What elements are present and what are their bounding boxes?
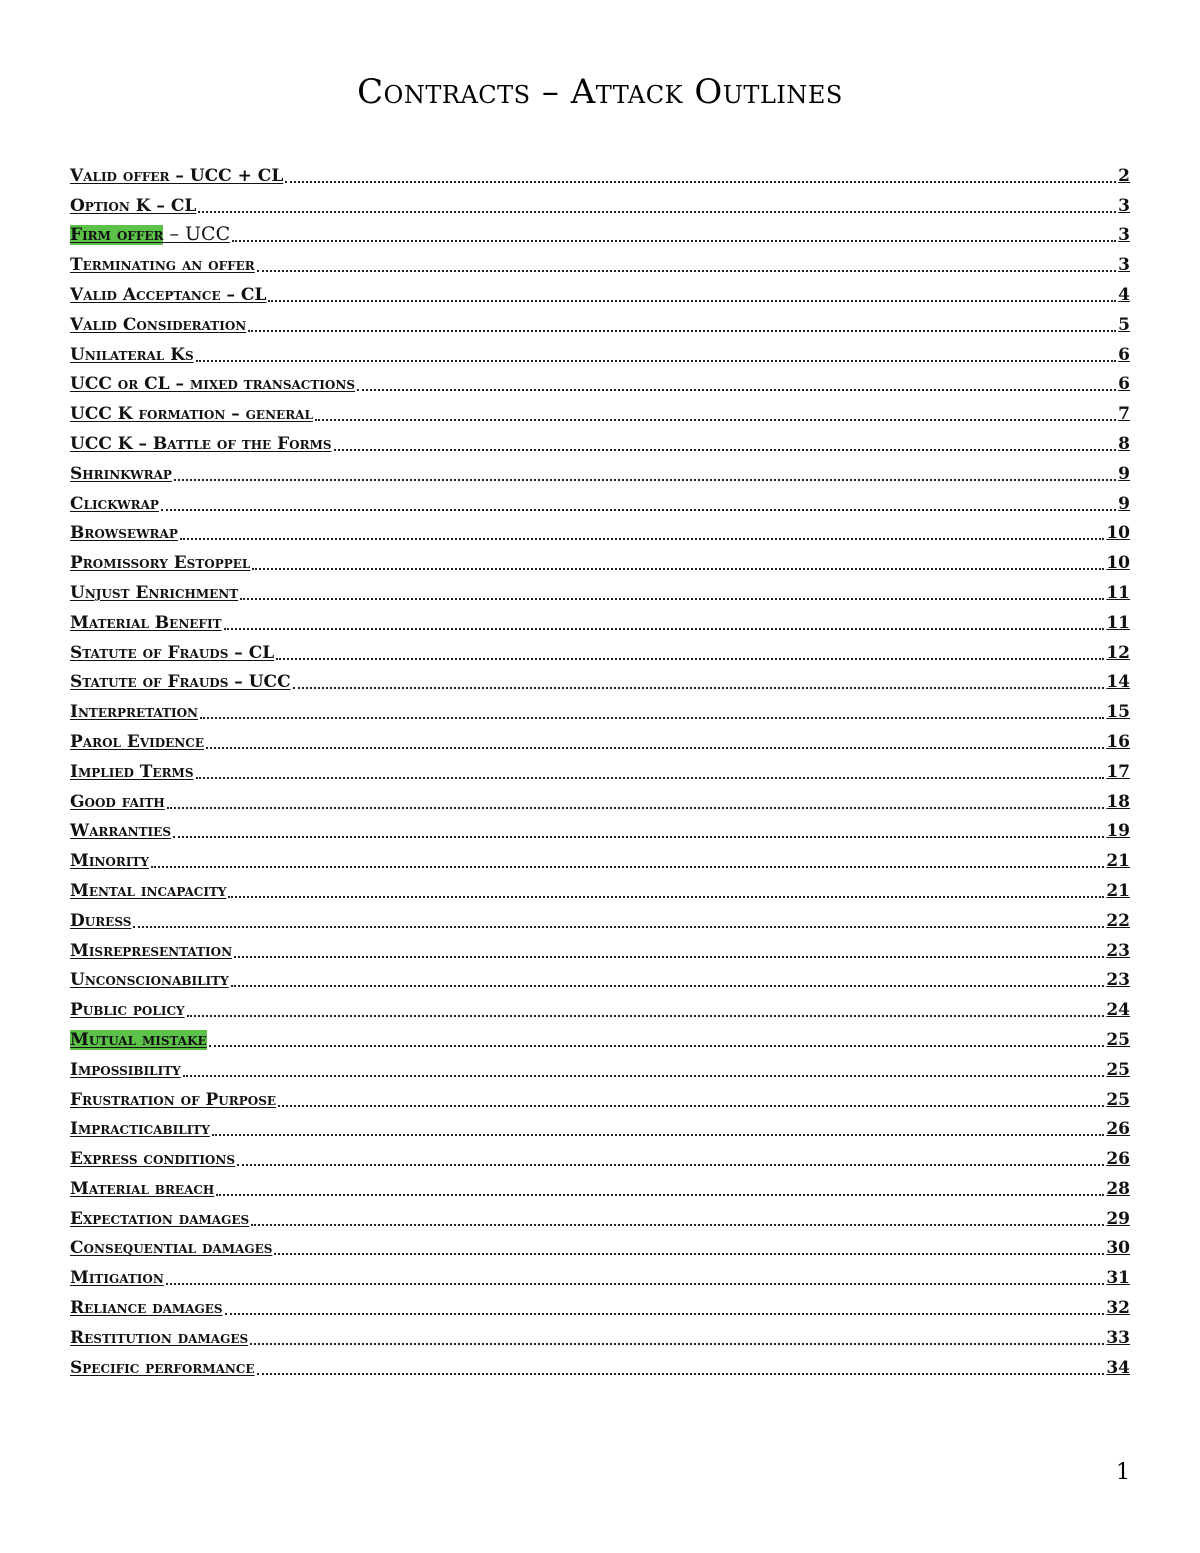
toc-entry-label[interactable] <box>70 1179 214 1199</box>
label-text: Browsewrap <box>70 523 178 544</box>
toc-entry-page-number[interactable]: 5 <box>1118 314 1130 335</box>
toc-entry[interactable] <box>70 663 1130 693</box>
dot-leader <box>174 479 1116 481</box>
toc-entry[interactable] <box>70 514 1130 544</box>
label-text: Terminating an offer <box>70 255 255 276</box>
toc-entry-label[interactable] <box>70 792 165 812</box>
table-of-contents <box>70 156 1130 1378</box>
toc-entry-page-number[interactable]: 11 <box>1106 582 1130 603</box>
label-text: Misrepresentation <box>70 940 233 961</box>
toc-entry-page-number[interactable]: 29 <box>1106 1208 1130 1229</box>
label-text: Implied Terms <box>70 761 194 782</box>
dot-leader <box>180 538 1104 540</box>
toc-entry-page-number[interactable]: 30 <box>1106 1238 1130 1259</box>
toc-entry[interactable] <box>70 454 1130 484</box>
toc-entry[interactable] <box>70 752 1130 782</box>
toc-entry-label[interactable] <box>70 1119 210 1139</box>
toc-entry-label[interactable] <box>70 1298 223 1318</box>
toc-entry[interactable] <box>70 186 1130 216</box>
toc-entry-label[interactable] <box>70 881 226 901</box>
label-text: Public policy <box>70 1000 185 1021</box>
toc-entry-label[interactable] <box>70 941 232 961</box>
dot-leader <box>274 1253 1104 1255</box>
toc-entry-label[interactable] <box>70 1358 255 1378</box>
highlighted-label-text: Firm offer <box>70 225 164 246</box>
toc-entry-label[interactable] <box>70 315 246 335</box>
dot-leader <box>285 181 1116 183</box>
label-text: Restitution damages <box>70 1327 249 1348</box>
toc-entry[interactable] <box>70 543 1130 573</box>
toc-entry[interactable] <box>70 1139 1130 1169</box>
toc-entry[interactable] <box>70 1258 1130 1288</box>
toc-entry-page-number[interactable]: 34 <box>1106 1357 1130 1378</box>
toc-entry[interactable] <box>70 841 1130 871</box>
dot-leader <box>133 926 1104 928</box>
dot-leader <box>166 1283 1104 1285</box>
dot-leader <box>200 717 1104 719</box>
toc-entry[interactable] <box>70 1050 1130 1080</box>
toc-entry[interactable] <box>70 990 1130 1020</box>
label-text: Unilateral Ks <box>70 344 194 365</box>
toc-entry[interactable] <box>70 931 1130 961</box>
toc-entry-page-number[interactable]: 28 <box>1106 1178 1130 1199</box>
dot-leader <box>237 1164 1104 1166</box>
dot-leader <box>315 419 1116 421</box>
toc-entry-page-number[interactable]: 16 <box>1106 731 1130 752</box>
toc-entry[interactable] <box>70 961 1130 991</box>
label-text: Mitigation <box>70 1268 164 1289</box>
label-text: UCC K formation – general <box>70 404 313 425</box>
toc-entry[interactable] <box>70 1169 1130 1199</box>
label-text: Material breach <box>70 1178 215 1199</box>
toc-entry[interactable] <box>70 365 1130 395</box>
dot-leader <box>250 1343 1104 1345</box>
toc-entry-label[interactable] <box>70 196 196 216</box>
dot-leader <box>231 985 1105 987</box>
label-text: Expectation damages <box>70 1208 250 1229</box>
dot-leader <box>196 777 1105 779</box>
label-text: Duress <box>70 910 132 931</box>
dot-leader <box>251 1224 1104 1226</box>
toc-entry-label[interactable] <box>70 702 198 722</box>
label-text: Impossibility <box>70 1059 181 1080</box>
dot-leader <box>161 509 1116 511</box>
toc-entry[interactable] <box>70 245 1130 275</box>
label-text: Promissory Estoppel <box>70 553 251 574</box>
toc-entry-page-number[interactable]: 6 <box>1118 344 1130 365</box>
toc-entry-label[interactable] <box>70 1030 207 1050</box>
toc-entry-page-number[interactable]: 25 <box>1106 1029 1130 1050</box>
highlighted-label-text: Mutual mistake <box>70 1029 207 1050</box>
toc-entry-label[interactable] <box>70 464 172 484</box>
label-text: Shrinkwrap <box>70 463 172 484</box>
toc-entry-page-number[interactable]: 31 <box>1106 1268 1130 1289</box>
label-text: Impracticability <box>70 1119 210 1140</box>
toc-entry-label[interactable] <box>70 583 238 603</box>
toc-entry-label[interactable] <box>70 613 222 633</box>
label-text: Unjust Enrichment <box>70 582 239 603</box>
toc-entry-page-number[interactable]: 9 <box>1118 463 1130 484</box>
label-text: Consequential damages <box>70 1238 273 1259</box>
label-text: Interpretation <box>70 702 199 723</box>
dot-leader <box>234 956 1104 958</box>
toc-entry-page-number[interactable]: 4 <box>1118 284 1130 305</box>
toc-entry[interactable] <box>70 1110 1130 1140</box>
toc-entry-page-number[interactable]: 19 <box>1106 821 1130 842</box>
page-number: 1 <box>1116 1460 1130 1485</box>
toc-entry-label[interactable] <box>70 1060 181 1080</box>
dot-leader <box>257 1373 1105 1375</box>
dot-leader <box>167 807 1105 809</box>
dot-leader <box>198 211 1116 213</box>
toc-entry-label[interactable] <box>70 345 194 365</box>
toc-entry-label[interactable] <box>70 374 355 394</box>
toc-entry[interactable] <box>70 1229 1130 1259</box>
label-text: Valid offer – UCC + CL <box>70 165 284 186</box>
toc-entry[interactable] <box>70 901 1130 931</box>
label-text: Frustration of Purpose <box>70 1089 277 1110</box>
dot-leader <box>248 330 1116 332</box>
dot-leader <box>268 300 1116 302</box>
toc-entry-page-number[interactable]: 9 <box>1118 493 1130 514</box>
dot-leader <box>151 866 1104 868</box>
label-text: Minority <box>70 851 149 872</box>
toc-entry-label[interactable] <box>70 1209 249 1229</box>
toc-entry[interactable] <box>70 305 1130 335</box>
toc-entry[interactable] <box>70 692 1130 722</box>
toc-entry[interactable] <box>70 1020 1130 1050</box>
toc-entry[interactable] <box>70 1348 1130 1378</box>
toc-entry[interactable] <box>70 633 1130 663</box>
dot-leader <box>228 896 1104 898</box>
toc-entry[interactable] <box>70 424 1130 454</box>
document-title: Contracts – Attack Outlines <box>357 72 843 112</box>
toc-entry[interactable] <box>70 722 1130 752</box>
toc-entry-label[interactable] <box>70 224 230 245</box>
toc-entry-label[interactable] <box>70 1268 164 1288</box>
dot-leader <box>225 1313 1105 1315</box>
toc-entry-label[interactable] <box>70 1149 235 1169</box>
toc-entry[interactable] <box>70 394 1130 424</box>
label-text: UCC K – Battle of the Forms <box>70 433 332 454</box>
toc-entry-page-number[interactable]: 23 <box>1106 940 1130 961</box>
toc-entry-page-number[interactable]: 3 <box>1118 225 1130 246</box>
label-text: Parol Evidence <box>70 731 204 752</box>
toc-entry-label[interactable] <box>70 166 283 186</box>
label-text: Reliance damages <box>70 1298 223 1319</box>
toc-entry-page-number[interactable]: 32 <box>1106 1298 1130 1319</box>
label-text: UCC or CL – mixed transactions <box>70 374 355 395</box>
toc-entry-label[interactable] <box>70 643 274 663</box>
toc-entry[interactable] <box>70 573 1130 603</box>
dot-leader <box>173 836 1104 838</box>
label-text: Statute of Frauds – UCC <box>70 672 291 693</box>
toc-entry[interactable] <box>70 1199 1130 1229</box>
label-text: Statute of Frauds – CL <box>70 642 275 663</box>
toc-entry[interactable] <box>70 156 1130 186</box>
toc-entry-label[interactable] <box>70 434 332 454</box>
toc-entry-label[interactable] <box>70 672 291 692</box>
label-text: Warranties <box>70 821 171 842</box>
label-text: Mental incapacity <box>70 880 227 901</box>
toc-entry-page-number[interactable]: 12 <box>1106 642 1130 663</box>
toc-entry-label[interactable] <box>70 911 131 931</box>
dot-leader <box>334 449 1117 451</box>
dot-leader <box>357 389 1116 391</box>
toc-entry[interactable] <box>70 812 1130 842</box>
toc-entry-page-number[interactable]: 6 <box>1118 374 1130 395</box>
dot-leader <box>240 598 1104 600</box>
toc-entry-page-number[interactable]: 18 <box>1106 791 1130 812</box>
toc-entry[interactable] <box>70 275 1130 305</box>
toc-entry-page-number[interactable]: 3 <box>1118 255 1130 276</box>
dot-leader <box>212 1134 1105 1136</box>
toc-entry[interactable] <box>70 603 1130 633</box>
label-text: Express conditions <box>70 1149 236 1170</box>
toc-entry-page-number[interactable]: 23 <box>1106 970 1130 991</box>
dot-leader <box>187 1015 1105 1017</box>
toc-entry-page-number[interactable]: 24 <box>1106 1000 1130 1021</box>
label-text: Valid Acceptance – CL <box>70 284 267 305</box>
dot-leader <box>278 1105 1104 1107</box>
dot-leader <box>257 270 1116 272</box>
toc-entry[interactable] <box>70 871 1130 901</box>
toc-entry-label[interactable] <box>70 1000 185 1020</box>
toc-entry-page-number[interactable]: 10 <box>1106 553 1130 574</box>
label-text: Unconscionability <box>70 970 229 991</box>
toc-entry-page-number[interactable]: 25 <box>1106 1059 1130 1080</box>
toc-entry-page-number[interactable]: 3 <box>1118 195 1130 216</box>
dot-leader <box>183 1075 1105 1077</box>
toc-entry-label[interactable] <box>70 494 159 514</box>
toc-entry[interactable] <box>70 484 1130 514</box>
toc-entry-page-number[interactable]: 21 <box>1106 880 1130 901</box>
toc-entry-page-number[interactable]: 26 <box>1106 1149 1130 1170</box>
toc-entry-label[interactable] <box>70 970 229 990</box>
toc-entry-label[interactable] <box>70 404 313 424</box>
dot-leader <box>293 687 1105 689</box>
toc-entry-label[interactable] <box>70 1328 248 1348</box>
toc-entry-page-number[interactable]: 10 <box>1106 523 1130 544</box>
dot-leader <box>196 360 1117 362</box>
toc-entry-label[interactable] <box>70 553 250 573</box>
dot-leader <box>209 1045 1105 1047</box>
toc-entry-page-number[interactable]: 7 <box>1118 404 1130 425</box>
toc-entry-label[interactable] <box>70 285 266 305</box>
dot-leader <box>232 240 1116 242</box>
dot-leader <box>216 1194 1104 1196</box>
label-text: Specific performance <box>70 1357 255 1378</box>
toc-entry-page-number[interactable]: 26 <box>1106 1119 1130 1140</box>
label-text: Clickwrap <box>70 493 159 514</box>
toc-entry-page-number[interactable]: 14 <box>1106 672 1130 693</box>
dot-leader <box>206 747 1104 749</box>
toc-entry[interactable] <box>70 216 1130 246</box>
toc-entry-label[interactable] <box>70 821 171 841</box>
dot-leader <box>224 628 1105 630</box>
toc-entry-page-number[interactable]: 21 <box>1106 851 1130 872</box>
toc-entry-label[interactable] <box>70 851 149 871</box>
toc-entry[interactable] <box>70 1288 1130 1318</box>
toc-entry-page-number[interactable]: 2 <box>1118 165 1130 186</box>
toc-entry[interactable] <box>70 335 1130 365</box>
toc-entry-label[interactable] <box>70 1238 272 1258</box>
toc-entry-page-number[interactable]: 8 <box>1118 433 1130 454</box>
toc-entry-label[interactable] <box>70 762 194 782</box>
toc-entry[interactable] <box>70 1318 1130 1348</box>
label-text: Material Benefit <box>70 612 222 633</box>
dot-leader <box>252 568 1104 570</box>
toc-entry-page-number[interactable]: 15 <box>1106 702 1130 723</box>
toc-entry-page-number[interactable]: 11 <box>1106 612 1130 633</box>
toc-entry-page-number[interactable]: 25 <box>1106 1089 1130 1110</box>
toc-entry-label[interactable] <box>70 255 255 275</box>
dot-leader <box>276 658 1104 660</box>
toc-entry-page-number[interactable]: 22 <box>1106 910 1130 931</box>
toc-entry-label[interactable] <box>70 1090 276 1110</box>
label-suffix: – UCC <box>163 223 231 246</box>
toc-entry-label[interactable] <box>70 732 204 752</box>
toc-entry-page-number[interactable]: 33 <box>1106 1327 1130 1348</box>
label-text: Good faith <box>70 791 165 812</box>
label-text: Valid Consideration <box>70 314 247 335</box>
toc-entry-page-number[interactable]: 17 <box>1106 761 1130 782</box>
toc-entry-label[interactable] <box>70 523 178 543</box>
toc-entry[interactable] <box>70 782 1130 812</box>
toc-entry[interactable] <box>70 1080 1130 1110</box>
label-text: Option K – CL <box>70 195 197 216</box>
